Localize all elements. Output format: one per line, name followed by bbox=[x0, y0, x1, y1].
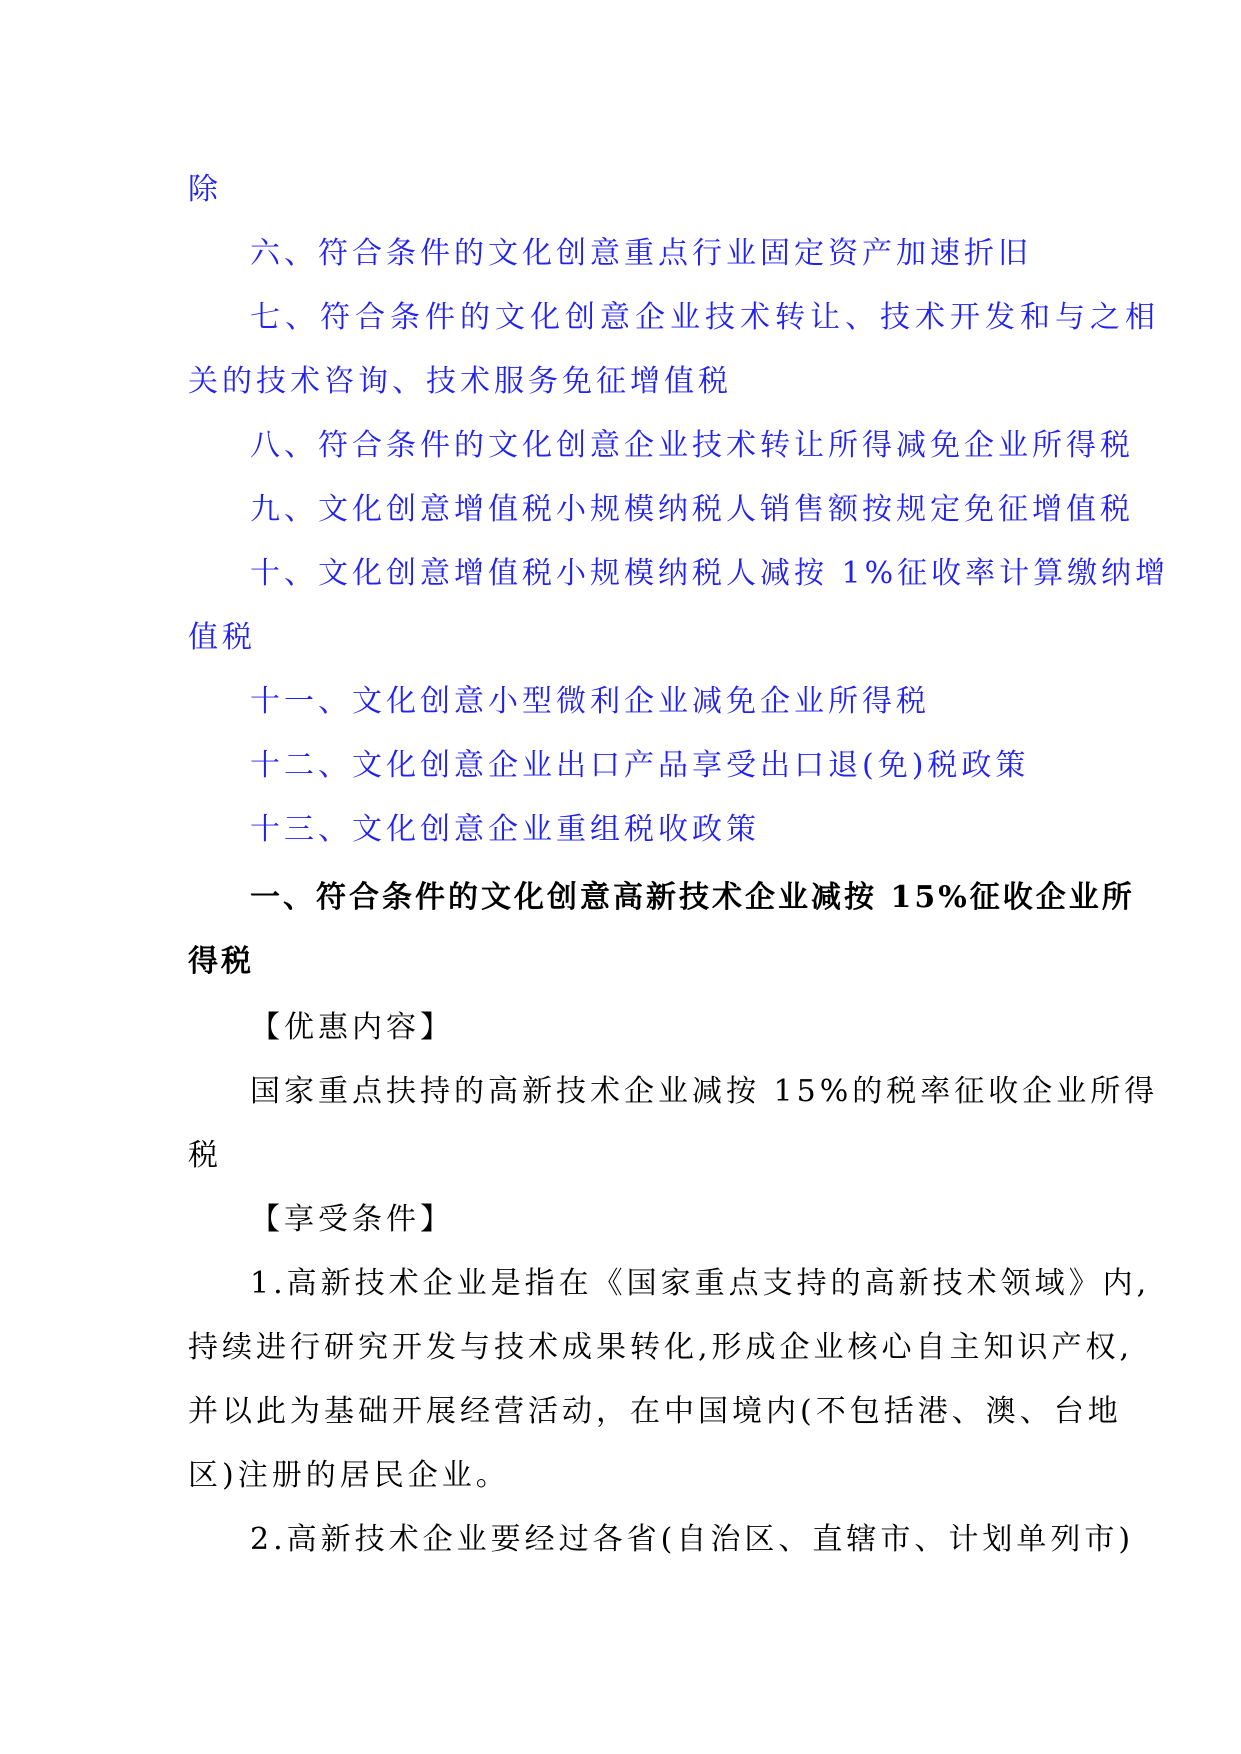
toc-item-10-cont[interactable]: 值税 bbox=[188, 620, 256, 655]
conditions-label: 【享受条件】 bbox=[250, 1202, 454, 1237]
toc-item-6[interactable]: 六、符合条件的文化创意重点行业固定资产加速折旧 bbox=[250, 236, 1032, 271]
toc-item-13[interactable]: 十三、文化创意企业重组税收政策 bbox=[250, 812, 760, 847]
toc-item-8[interactable]: 八、符合条件的文化创意企业技术转让所得减免企业所得税 bbox=[250, 428, 1134, 463]
content-label: 【优惠内容】 bbox=[250, 1010, 454, 1045]
condition-2: 2.高新技术企业要经过各省(自治区、直辖市、计划单列市) bbox=[250, 1522, 1135, 1557]
section-heading-cont: 得税 bbox=[188, 944, 254, 979]
toc-line-continuation[interactable]: 除 bbox=[188, 172, 222, 207]
content-paragraph: 国家重点扶持的高新技术企业减按 15%的税率征收企业所得 bbox=[250, 1074, 1159, 1109]
section-heading: 一、符合条件的文化创意高新技术企业减按 15%征收企业所 bbox=[250, 880, 1135, 915]
toc-item-9[interactable]: 九、文化创意增值税小规模纳税人销售额按规定免征增值税 bbox=[250, 492, 1134, 527]
condition-1-line-2: 持续进行研究开发与技术成果转化,形成企业核心自主知识产权, bbox=[188, 1330, 1134, 1365]
condition-1: 1.高新技术企业是指在《国家重点支持的高新技术领域》内, bbox=[250, 1266, 1151, 1301]
toc-item-10[interactable]: 十、文化创意增值税小规模纳税人减按 1%征收率计算缴纳增 bbox=[250, 556, 1170, 591]
content-paragraph-cont: 税 bbox=[188, 1138, 222, 1173]
toc-item-7[interactable]: 七、符合条件的文化创意企业技术转让、技术开发和与之相 bbox=[250, 300, 1160, 335]
toc-item-7-cont[interactable]: 关的技术咨询、技术服务免征增值税 bbox=[188, 364, 732, 399]
toc-item-11[interactable]: 十一、文化创意小型微利企业减免企业所得税 bbox=[250, 684, 930, 719]
toc-item-12[interactable]: 十二、文化创意企业出口产品享受出口退(免)税政策 bbox=[250, 748, 1030, 783]
condition-1-line-4: 区)注册的居民企业。 bbox=[188, 1458, 510, 1493]
condition-1-line-3: 并以此为基础开展经营活动，在中国境内(不包括港、澳、台地 bbox=[188, 1394, 1122, 1429]
